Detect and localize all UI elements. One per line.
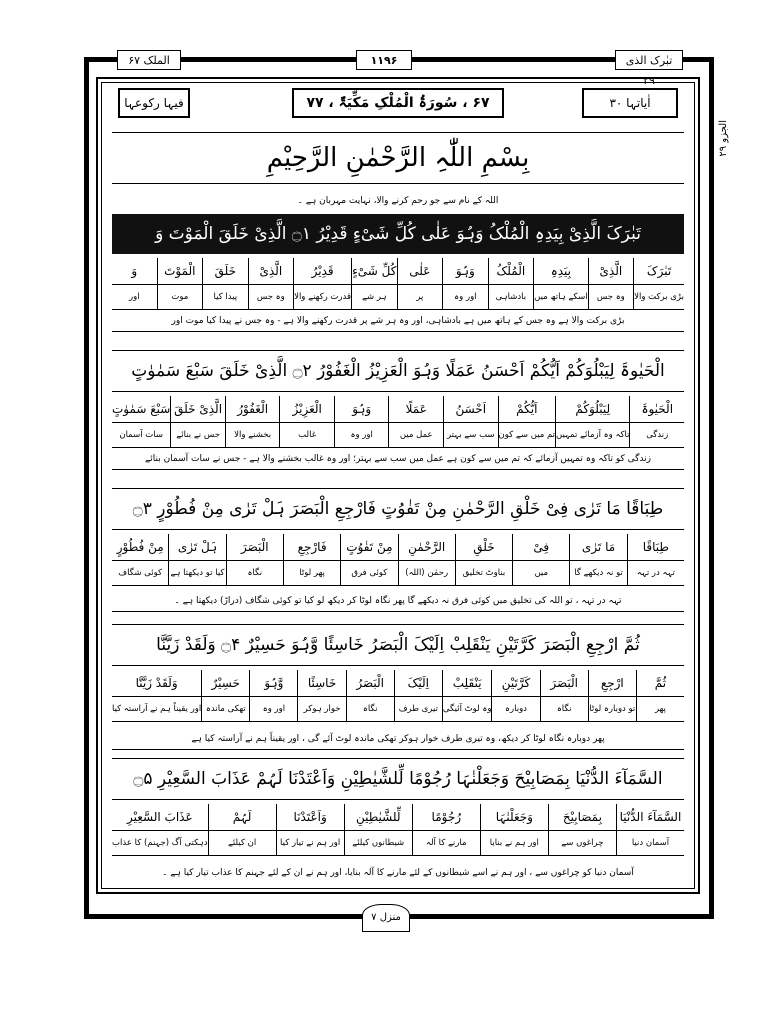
- word-arabic: الْغَفُوْرُ: [226, 396, 280, 423]
- word-cell: [629, 396, 684, 447]
- word-urdu: اور وہ: [262, 704, 286, 714]
- word-arabic: رُجُوْمًا: [413, 804, 480, 831]
- ayah-count: اٰیاتہا ۳۰: [582, 88, 678, 118]
- word-arabic: وَلَقَدْ زَیَّنَّا: [112, 670, 201, 697]
- word-cell: [112, 534, 168, 585]
- word-cell: [112, 804, 208, 855]
- word-arabic: لَہُمْ: [209, 804, 276, 831]
- word-cell: [455, 534, 512, 585]
- word-urdu: وہ جس: [256, 292, 285, 302]
- bismillah-translation: اللہ کے نام سے جو رحم کرنے والا، نہایت مہربان ہے ۔: [297, 196, 499, 206]
- word-cell: [276, 804, 344, 855]
- word-urdu: تو دوبارہ لوٹا: [589, 704, 636, 714]
- ayah-2-translation: زندگی کو تاکہ وہ تمہیں آزمائے کہ تم میں سے کون ہے عمل میں سب سے بہتر؛ اور وہ غالب بخشنے والا ہے - جس نے سات آسمان بنائے: [112, 448, 684, 470]
- word-arabic: الْحَیٰوۃَ: [630, 396, 684, 423]
- word-arabic: الْبَصَرَ: [541, 670, 588, 697]
- word-arabic: مِنْ تَفٰوُتٍ: [341, 534, 397, 561]
- word-urdu: غالب: [298, 430, 317, 440]
- word-arabic: سَبْعَ سَمٰوٰتٍ: [112, 396, 170, 423]
- word-arabic: الَّذِیْ: [589, 258, 634, 285]
- word-cell: [340, 534, 397, 585]
- word-cell: [498, 396, 556, 447]
- word-cell: [226, 534, 283, 585]
- word-arabic: ارْجِعِ: [589, 670, 636, 697]
- word-cell: [397, 258, 443, 309]
- word-arabic: بِمَصَابِیْحَ: [549, 804, 616, 831]
- word-arabic: قَدِیْرُ: [294, 258, 351, 285]
- word-arabic: لِّلشَّیٰطِیْنِ: [345, 804, 412, 831]
- word-arabic: وَہُوَ: [443, 258, 488, 285]
- ayah-2-word-grid: [112, 396, 684, 448]
- word-urdu: میں: [534, 568, 549, 578]
- word-urdu: موت: [171, 292, 189, 302]
- word-cell: [112, 258, 157, 309]
- word-urdu: تو نہ دیکھے گا: [574, 568, 623, 578]
- header-surah-label: الملک ۶۷: [117, 50, 181, 70]
- word-urdu: تاکہ وہ آزمائے تمہیں: [556, 430, 630, 440]
- word-cell: [388, 396, 443, 447]
- word-arabic: کُلِّ شَیْءٍ: [352, 258, 397, 285]
- word-cell: [293, 258, 351, 309]
- manzil-marker: منزل ۷: [362, 904, 410, 932]
- word-urdu: نگاہ: [247, 568, 263, 578]
- word-arabic: لِیَبْلُوَکُمْ: [556, 396, 629, 423]
- word-cell: [157, 258, 203, 309]
- word-arabic: خَاسِئًا: [298, 670, 345, 697]
- word-cell: [616, 804, 684, 855]
- word-urdu: اور ہم نے بنایا: [489, 838, 539, 848]
- word-arabic: عَلٰی: [398, 258, 443, 285]
- word-cell: [170, 396, 225, 447]
- word-arabic: وَاَعْتَدْنَا: [277, 804, 344, 831]
- word-urdu: اور ہم نے تیار کیا: [280, 838, 341, 848]
- word-urdu: زندگی: [646, 430, 669, 440]
- word-urdu: کوئی شگاف: [118, 568, 163, 578]
- word-urdu: نگاہ: [556, 704, 572, 714]
- word-urdu: نگاہ: [362, 704, 378, 714]
- word-urdu: سات آسمان: [119, 430, 163, 440]
- word-cell: [412, 804, 480, 855]
- word-arabic: مِنْ فُطُوْرٍ: [112, 534, 168, 561]
- word-urdu: کوئی فرق: [351, 568, 388, 578]
- bismillah: بِسْمِ اللّٰہِ الرَّحْمٰنِ الرَّحِیْمِ: [112, 132, 684, 184]
- word-arabic: فِیْ: [513, 534, 569, 561]
- word-cell: [442, 670, 492, 721]
- word-urdu: پر: [416, 292, 424, 302]
- word-cell: [480, 804, 548, 855]
- word-urdu: وہ جس: [596, 292, 625, 302]
- surah-header: [112, 88, 684, 126]
- ayah-1-translation: بڑی برکت والا ہے وہ جس کے ہاتھ میں ہے بادشاہی، اور وہ ہر شے پر قدرت رکھنے والا ہے - وہ جس نے پیدا کیا موت اور: [112, 310, 684, 332]
- word-urdu: سب سے بہتر: [446, 430, 495, 440]
- word-urdu: تیری طرف: [398, 704, 438, 714]
- word-cell: [225, 396, 280, 447]
- word-cell: [351, 258, 397, 309]
- word-arabic: اَحْسَنُ: [444, 396, 498, 423]
- ayah-5-text: السَّمَآءَ الدُّنْیَا بِمَصَابِیْحَ وَجَعَلْنٰہَا رُجُوْمًا لِّلشَّیٰطِیْنِ وَاَعْتَدْنَا لَہُمْ عَذَابَ السَّعِیْرِ ۝۵: [112, 758, 684, 800]
- word-urdu: اور یقیناً ہم نے آراستہ کیا: [112, 704, 202, 714]
- word-cell: [443, 396, 498, 447]
- word-urdu: مارنے کا آلہ: [425, 838, 467, 848]
- word-arabic: الَّذِیْ خَلَقَ: [171, 396, 225, 423]
- word-arabic: عَذَابَ السَّعِیْرِ: [112, 804, 208, 831]
- word-urdu: تھکی ماندہ: [205, 704, 246, 714]
- header-juz-label: تبٰرک الذی ۲۹: [615, 50, 683, 70]
- word-cell: [636, 670, 684, 721]
- word-urdu: پھر لوٹا: [299, 568, 325, 578]
- word-urdu: دہکتی آگ (جہنم) کا عذاب: [112, 838, 208, 848]
- word-urdu: بخشنے والا: [234, 430, 272, 440]
- word-arabic: اَیُّکُمْ: [499, 396, 556, 423]
- ruku-count: فیہا رکوعہا: [118, 88, 190, 118]
- word-urdu: وہ لوٹ آئیگی: [442, 704, 492, 714]
- ayah-4-text: ثُمَّ ارْجِعِ الْبَصَرَ کَرَّتَیْنِ یَنْقَلِبْ اِلَیْکَ الْبَصَرُ خَاسِئًا وَّہُوَ حَسِیْرٌ ۝۴ وَلَقَدْ زَیَّنَّا: [112, 624, 684, 666]
- word-cell: [248, 258, 294, 309]
- word-arabic: خَلَقَ: [203, 258, 248, 285]
- word-cell: [112, 396, 170, 447]
- word-urdu: تہہ در تہہ: [636, 568, 675, 578]
- ayah-1-word-grid: [112, 258, 684, 310]
- word-cell: [555, 396, 629, 447]
- ayah-3-word-grid: [112, 534, 684, 586]
- word-arabic: حَسِیْرٌ: [202, 670, 249, 697]
- word-cell: [202, 258, 248, 309]
- word-cell: [283, 534, 340, 585]
- word-urdu: خوار ہوکر: [303, 704, 341, 714]
- word-arabic: یَنْقَلِبْ: [443, 670, 492, 697]
- word-arabic: ثُمَّ: [637, 670, 684, 697]
- word-cell: [533, 258, 587, 309]
- word-arabic: طِبَاقًا: [628, 534, 684, 561]
- word-urdu: اور: [129, 292, 140, 302]
- word-arabic: السَّمَآءَ الدُّنْیَا: [617, 804, 684, 831]
- word-arabic: اِلَیْکَ: [395, 670, 442, 697]
- word-cell: [279, 396, 334, 447]
- word-cell: [633, 258, 684, 309]
- word-arabic: بِیَدِہِ: [534, 258, 587, 285]
- juz-side-label: الجزو ۲۹: [718, 120, 729, 157]
- word-urdu: اور وہ: [350, 430, 373, 440]
- word-urdu: بادشاہی: [495, 292, 527, 302]
- word-cell: [297, 670, 345, 721]
- word-urdu: عمل میں: [399, 430, 433, 440]
- word-arabic: وَ: [112, 258, 157, 285]
- ayah-5-word-grid: [112, 804, 684, 856]
- word-cell: [588, 258, 634, 309]
- word-urdu: پھر: [654, 704, 666, 714]
- word-arabic: فَارْجِعِ: [284, 534, 340, 561]
- word-urdu: دوبارہ: [505, 704, 527, 714]
- word-urdu: بڑی برکت والا: [634, 292, 684, 302]
- word-urdu: آسمان دنیا: [631, 838, 670, 848]
- word-urdu: قدرت رکھنے والا: [294, 292, 352, 302]
- page-number: ۱۱۹۶: [356, 50, 412, 70]
- word-arabic: الرَّحْمٰنِ: [399, 534, 455, 561]
- word-arabic: الْبَصَرَ: [227, 534, 283, 561]
- word-cell: [540, 670, 588, 721]
- word-cell: [208, 804, 276, 855]
- word-arabic: مَا تَرٰی: [570, 534, 626, 561]
- word-arabic: الْعَزِیْزُ: [280, 396, 334, 423]
- word-urdu: ان کیلئے: [227, 838, 257, 848]
- word-arabic: الْمَوْتَ: [158, 258, 203, 285]
- ayah-3-translation: تہہ در تہہ ، تو اللہ کی تخلیق میں کوئی فرق نہ دیکھے گا پھر نگاہ لوٹا کر دیکھ لو کیا تو کوئی شگاف (دراڑ) دیکھتا ہے ۔: [112, 590, 684, 612]
- word-urdu: پیدا کیا: [213, 292, 238, 302]
- word-arabic: الْمُلْکُ: [489, 258, 534, 285]
- word-cell: [168, 534, 225, 585]
- word-cell: [201, 670, 249, 721]
- word-cell: [249, 670, 297, 721]
- word-cell: [334, 396, 389, 447]
- ayah-5-translation: آسمان دنیا کو چراغوں سے ، اور ہم نے اسے شیطانوں کے لئے مارنے کا آلہ بنایا، اور ہم نے ان کے لئے جہنم کا عذاب تیار کیا ہے ۔: [162, 868, 634, 878]
- word-cell: [112, 670, 201, 721]
- word-arabic: وَجَعَلْنٰہَا: [481, 804, 548, 831]
- word-cell: [398, 534, 455, 585]
- word-arabic: الَّذِیْ: [249, 258, 294, 285]
- word-arabic: وَّہُوَ: [250, 670, 297, 697]
- word-urdu: کیا تو دیکھتا ہے: [170, 568, 225, 578]
- ayah-3-text: طِبَاقًا مَا تَرٰی فِیْ خَلْقِ الرَّحْمٰنِ مِنْ تَفٰوُتٍ فَارْجِعِ الْبَصَرَ ہَلْ تَرٰی مِنْ فُطُوْرٍ ۝۳: [112, 488, 684, 530]
- word-cell: [627, 534, 684, 585]
- word-urdu: ہر شے: [362, 292, 387, 302]
- ayah-2-text: الْحَیٰوۃَ لِیَبْلُوَکُمْ اَیُّکُمْ اَحْسَنُ عَمَلًا وَہُوَ الْعَزِیْزُ الْغَفُوْرُ ۝۲ الَّذِیْ خَلَقَ سَبْعَ سَمٰوٰتٍ: [112, 350, 684, 392]
- word-cell: [548, 804, 616, 855]
- word-cell: [394, 670, 442, 721]
- word-cell: [569, 534, 626, 585]
- word-arabic: تَبٰرَکَ: [634, 258, 684, 285]
- word-cell: [512, 534, 569, 585]
- word-arabic: کَرَّتَیْنِ: [492, 670, 539, 697]
- word-cell: [442, 258, 488, 309]
- word-cell: [588, 670, 636, 721]
- ayah-1-text: تَبٰرَکَ الَّذِیْ بِیَدِہِ الْمُلْکُ وَہُوَ عَلٰی کُلِّ شَیْءٍ قَدِیْرُ ۝۱ الَّذِیْ خَلَقَ الْمَوْتَ وَ: [112, 214, 684, 254]
- word-urdu: بناوٹ تخلیق: [462, 568, 506, 578]
- word-urdu: جس نے بنائے: [176, 430, 220, 440]
- word-urdu: تم میں سے کون: [498, 430, 556, 440]
- word-arabic: الْبَصَرُ: [347, 670, 394, 697]
- word-urdu: شیطانوں کیلئے: [352, 838, 405, 848]
- surah-title: ۶۷ ، سُورَۃُ الْمُلْکِ مَکِّیَۃٌ ، ۷۷: [292, 88, 504, 118]
- word-cell: [491, 670, 539, 721]
- word-cell: [344, 804, 412, 855]
- word-arabic: وَہُوَ: [335, 396, 389, 423]
- word-arabic: خَلْقِ: [456, 534, 512, 561]
- word-urdu: رحمٰن (اللہ): [405, 568, 449, 578]
- word-urdu: اسکے ہاتھ میں: [534, 292, 588, 302]
- word-cell: [346, 670, 394, 721]
- ayah-4-word-grid: [112, 670, 684, 722]
- ayah-4-translation: پھر دوبارہ نگاہ لوٹا کر دیکھ، وہ تیری طرف خوار ہوکر تھکی ماندہ لوٹ آئے گی ، اور یقیناً ہم نے آراستہ کیا ہے: [112, 728, 684, 750]
- word-arabic: ہَلْ تَرٰی: [169, 534, 225, 561]
- word-urdu: چراغوں سے: [561, 838, 604, 848]
- word-arabic: عَمَلًا: [389, 396, 443, 423]
- word-urdu: اور وہ: [454, 292, 477, 302]
- word-cell: [488, 258, 534, 309]
